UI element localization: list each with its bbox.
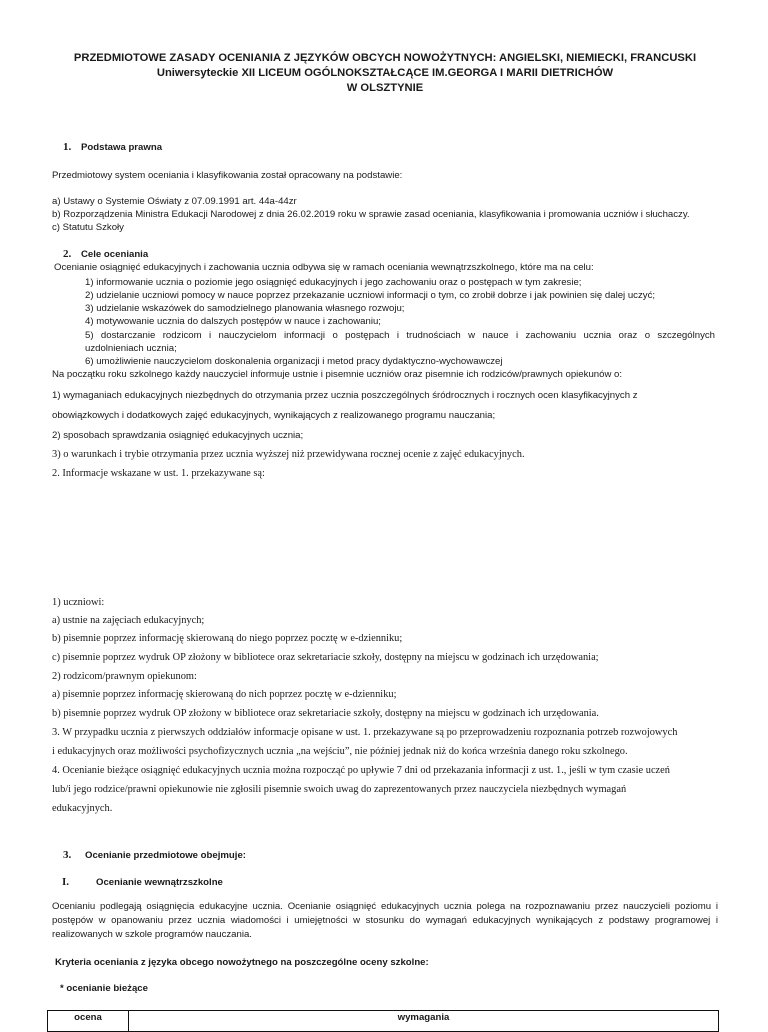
section-3-title: Ocenianie przedmiotowe obejmuje: [85, 850, 246, 861]
info-item-1: 1) wymaganiach edukacyjnych niezbędnych do otrzymania przez ucznia poszczególnych śródrocznych i rocznych ocen klasyfikacyjnych z [52, 390, 638, 401]
assessment-paragraph-cont: postępów w opanowaniu przez ucznia wiadomości i umiejętności w stosunku do wymagań edukacyjnych wynikających z podstawy programowej i [52, 915, 718, 926]
channel-student-b: b) pisemnie poprzez informację skierowaną do niego poprzez pocztę w e-dzienniku; [52, 633, 403, 644]
channel-student-a: a) ustnie na zajęciach edukacyjnych; [52, 615, 205, 626]
legal-basis-c: c) Statutu Szkoły [52, 222, 124, 233]
section-2-number: 2. [63, 248, 72, 260]
channel-student-c: c) pisemnie poprzez wydruk OP złożony w bibliotece oraz sekretariacie szkoły, dostępny na miejscu w godzinach ich urzędowania; [52, 652, 599, 663]
info-item-2: 2) sposobach sprawdzania osiągnięć edukacyjnych ucznia; [52, 430, 304, 441]
goal-5: 5) dostarczanie rodzicom i nauczycielom informacji o postępach i trudnościach w nauce i zachowaniu ucznia oraz o szczególnych [85, 330, 715, 341]
legal-basis-b: b) Rozporządzenia Ministra Edukacji Narodowej z dnia 26.02.2019 roku w sprawie zasad oceniania, klasyfikowania i promowania uczniów i słuchaczy. [52, 209, 690, 220]
info-item-3: 3) o warunkach i trybie otrzymania przez ucznia wyższej niż przewidywana rocznej ocenie z zajęć edukacyjnych. [52, 449, 525, 460]
table-header-grade: ocena [48, 1011, 129, 1032]
section-2-intro: Ocenianie osiągnięć edukacyjnych i zachowania ucznia odbywa się w ramach oceniania wewnątrzszkolnego, które ma na celu: [54, 262, 594, 273]
goal-4: 4) motywowanie ucznia do dalszych postępów w nauce i zachowaniu; [85, 316, 381, 327]
subsection-title: Ocenianie wewnątrzszkolne [96, 877, 223, 888]
section-1-title: Podstawa prawna [81, 142, 163, 153]
document-title: PRZEDMIOTOWE ZASADY OCENIANIA Z JĘZYKÓW OBCYCH NOWOŻYTNYCH: ANGIELSKI, NIEMIECKI, FRANCUSKI [73, 52, 697, 64]
goal-5-cont: uzdolnieniach ucznia; [85, 343, 177, 354]
paragraph-4-end: edukacyjnych. [52, 803, 113, 814]
info-paragraph-2: 2. Informacje wskazane w ust. 1. przekazywane są: [52, 468, 265, 479]
paragraph-3: 3. W przypadku ucznia z pierwszych oddziałów informacje opisane w ust. 1. przekazywane są po przeprowadzeniu rozpoznania potrzeb rozwojowych [52, 727, 678, 738]
channel-parents-b: b) pisemnie poprzez wydruk OP złożony w bibliotece oraz sekretariacie szkoły, dostępny na miejscu w godzinach ich urzędowania. [52, 708, 599, 719]
section-1-intro: Przedmiotowy system oceniania i klasyfikowania został opracowany na podstawie: [52, 170, 403, 181]
assessment-paragraph-end: realizowanych w szkole programów nauczania. [52, 929, 252, 940]
channel-student: 1) uczniowi: [52, 597, 105, 608]
section-1-number: 1. [63, 141, 72, 153]
info-intro: Na początku roku szkolnego każdy nauczyciel informuje ustnie i pisemnie uczniów oraz pisemnie ich rodziców/prawnych opiekunów o: [52, 369, 623, 380]
section-3-number: 3. [63, 849, 72, 861]
school-name: Uniwersyteckie XII LICEUM OGÓLNOKSZTAŁCĄCE IM.GEORGA I MARII DIETRICHÓW [156, 67, 614, 79]
channel-parents: 2) rodzicom/prawnym opiekunom: [52, 671, 197, 682]
subsection-roman: I. [62, 876, 70, 888]
paragraph-4: 4. Ocenianie bieżące osiągnięć edukacyjnych ucznia można rozpocząć po upływie 7 dni od przekazania informacji z ust. 1., jeśli w tym czasie uczeń [52, 765, 670, 776]
channel-parents-a: a) pisemnie poprzez informację skierowaną do nich poprzez pocztę w e-dzienniku; [52, 689, 397, 700]
goal-2: 2) udzielanie uczniowi pomocy w nauce poprzez przekazanie uczniowi informacji o tym, co zrobił dobrze i jak powinien się dalej uczyć; [85, 290, 656, 301]
legal-basis-a: a) Ustawy o Systemie Oświaty z 07.09.1991 art. 44a-44zr [52, 196, 297, 207]
requirements-table [47, 1010, 719, 1032]
info-item-1-cont: obowiązkowych i dodatkowych zajęć edukacyjnych, wynikających z realizowanego programu nauczania; [52, 410, 496, 421]
table-header-requirements: wymagania [129, 1011, 719, 1032]
goal-3: 3) udzielanie wskazówek do samodzielnego planowania własnego rozwoju; [85, 303, 405, 314]
current-assessment-label: * ocenianie bieżące [60, 983, 148, 994]
paragraph-4-cont: lub/i jego rodzice/prawni opiekunowie nie zgłosili pisemnie swoich uwag do zaprezentowanych przez nauczyciela niezbędnych wymagań [52, 784, 627, 795]
table-header-row [48, 1011, 719, 1032]
goal-6: 6) umożliwienie nauczycielom doskonalenia organizacji i metod pracy dydaktyczno-wychowawczej [85, 356, 503, 367]
goal-1: 1) informowanie ucznia o poziomie jego osiągnięć edukacyjnych i jego zachowaniu oraz o postępach w tym zakresie; [85, 277, 582, 288]
section-2-title: Cele oceniania [81, 249, 149, 260]
criteria-heading: Kryteria oceniania z języka obcego nowożytnego na poszczególne oceny szkolne: [55, 957, 429, 968]
school-city: W OLSZTYNIE [346, 82, 424, 94]
assessment-paragraph: Ocenianiu podlegają osiągnięcia edukacyjne ucznia. Ocenianie osiągnięć edukacyjnych ucznia polega na rozpoznawaniu przez nauczycieli poziomu i [52, 901, 718, 912]
paragraph-3-cont: i edukacyjnych oraz możliwości psychofizycznych ucznia „na wejściu”, nie później jednak niż do końca września danego roku szkolnego. [52, 746, 628, 757]
